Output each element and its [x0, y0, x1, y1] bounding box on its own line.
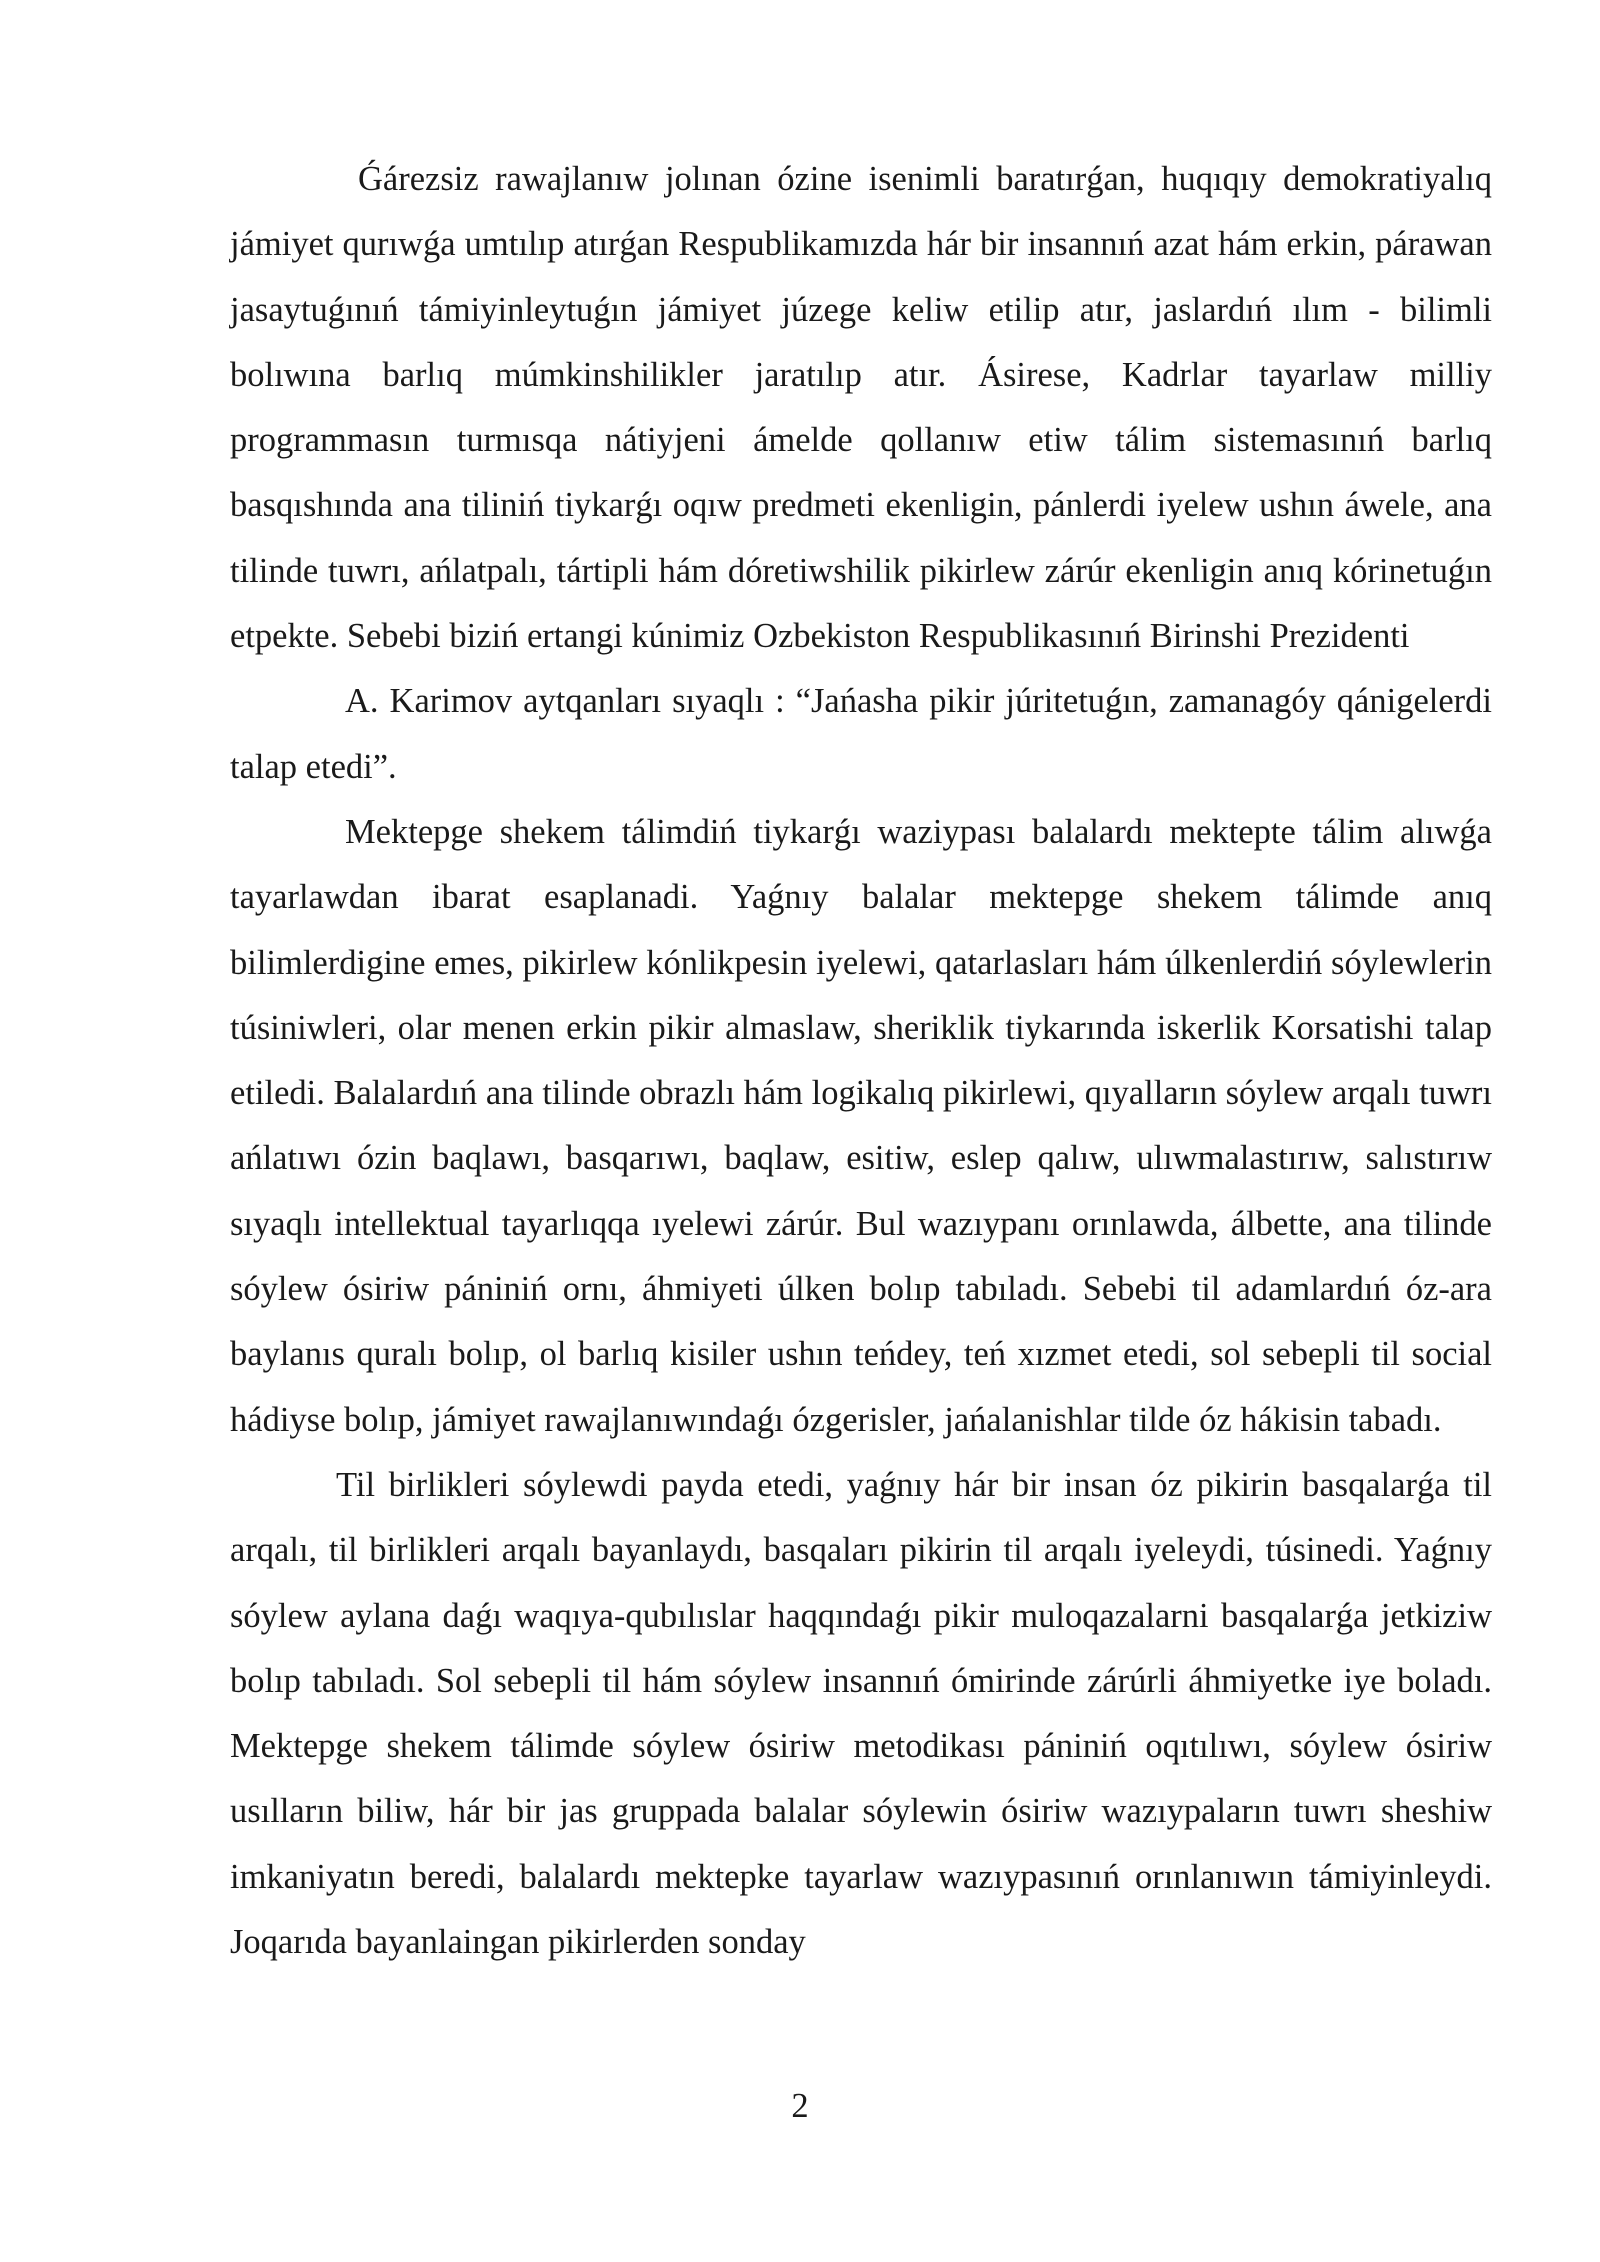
document-body [230, 147, 1492, 1975]
paragraph-2: A. Karimov aytqanları sıyaqlı : “Jańasha pikir júritetuǵın, zamanagóy qánigelerdi talap etedi”. [230, 682, 1492, 786]
paragraph-3: Mektepge shekem tálimdiń tiykarǵı waziypası balalardı mektepte tálim alıwǵa tayarlawdan ibarat esaplanadi. Yaǵnıy balalar mektepge shekem tálimde anıq bilimlerdigine emes, pikirlew kónlikpesin iyelewi, qatarlasları hám úlkenlerdiń sóylewlerin túsiniwleri, olar menen erkin pikir almaslaw, sheriklik tiykarında iskerlik Korsatishi talap etiledi. Balalardıń ana tilinde obrazlı hám logikalıq pikirlewi, qıyalların sóylew arqalı tuwrı ańlatıwı ózin baqlawı, basqarıwı, baqlaw, esitiw, eslep qalıw, ulıwmalastırıw, salıstırıw sıyaqlı intellektual tayarlıqqa ıyelewi zárúr. Bul wazıypanı orınlawda, álbette, ana tilinde sóylew ósiriw pániniń ornı, áhmiyeti úlken bolıp tabıladı. Sebebi til adamlardıń óz-ara baylanıs quralı bolıp, ol barlıq kisiler ushın teńdey, teń xızmet etedi, sol sebepli til social hádiyse bolıp, jámiyet rawajlanıwındaǵı ózgerisler, jańalanishlar tilde óz hákisin tabadı. [230, 812, 1492, 1439]
paragraph-1: Ǵárezsiz rawajlanıw jolınan ózine isenimli baratırǵan, huqıqıy demokratiyalıq jámiyet qurıwǵa umtılıp atırǵan Respublikamızda hár bir insannıń azat hám erkin, párawan jasaytuǵınıń támiyinleytuǵın jámiyet júzege keliw etilip atır, jaslardıń ılım - bilimli bolıwına barlıq múmkinshilikler jaratılıp atır. Ásirese, Kadrlar tayarlaw milliy programmasın turmısqa nátiyjeni ámelde qollanıw etiw tálim sistemasınıń barlıq basqıshında ana tiliniń tiykarǵı oqıw predmeti ekenligin, pánlerdi iyelew ushın áwele, ana tilinde tuwrı, ańlatpalı, tártipli hám dóretiwshilik pikirlew zárúr ekenligin anıq kórinetuǵın etpekte. Sebebi biziń ertangi kúnimiz Ozbekiston Respublikasınıń Birinshi Prezidenti [230, 160, 1492, 656]
paragraph-4: Til birlikleri sóylewdi payda etedi, yaǵnıy hár bir insan óz pikirin basqalarǵa til arqalı, til birlikleri arqalı bayanlaydı, basqaları pikirin til arqalı iyeleydi, túsinedi. Yaǵnıy sóylew aylana daǵı waqıya-qubılıslar haqqındaǵı pikir muloqazalarni basqalarǵa jetkiziw bolıp tabıladı. Sol sebepli til hám sóylew insannıń ómirinde zárúrli áhmiyetke iye boladı. Mektepge shekem tálimde sóylew ósiriw metodikası pániniń oqıtılıwı, sóylew ósiriw usılların biliw, hár bir jas gruppada balalar sóylewin ósiriw wazıypaların tuwrı sheshiw imkaniyatın beredi, balalardı mektepke tayarlaw wazıypasınıń orınlanıwın támiyinleydi. Joqarıda bayanlaingan pikirlerden sonday [230, 1465, 1492, 1962]
page-number: 2 [791, 2087, 809, 2125]
